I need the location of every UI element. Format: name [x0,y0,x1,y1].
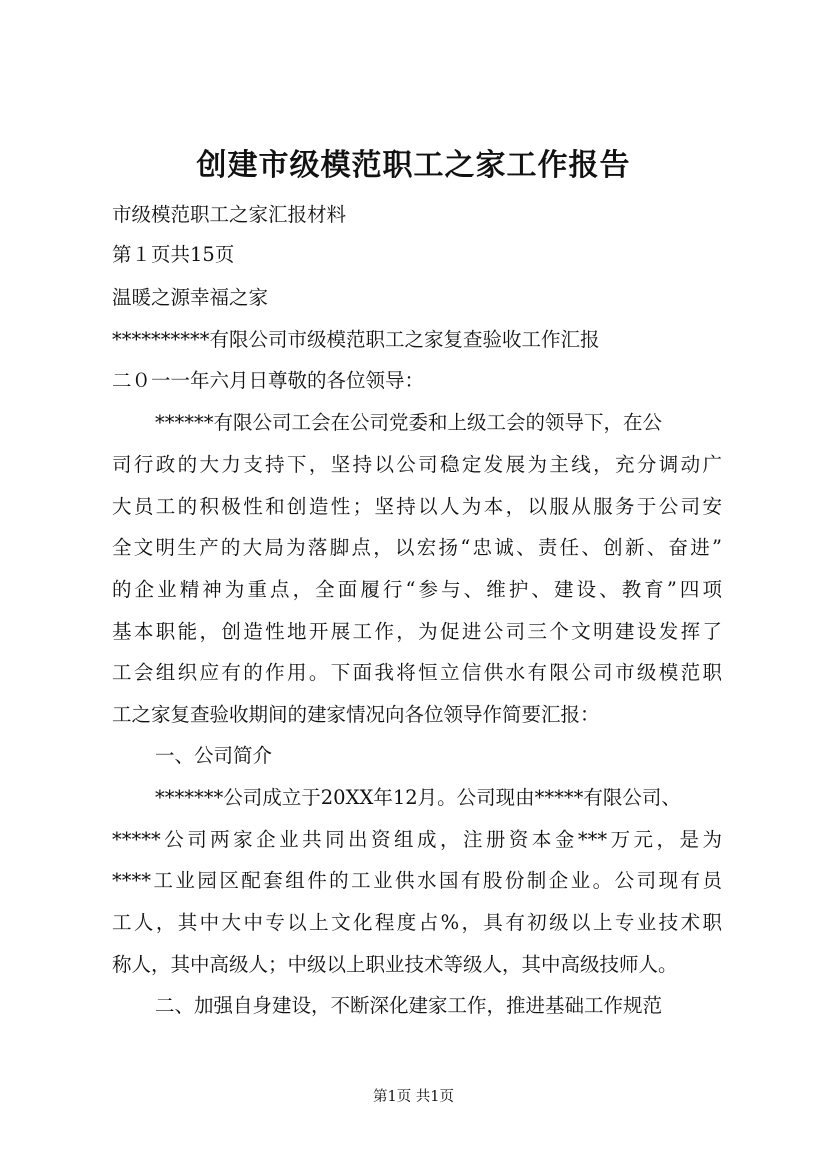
paragraph-line: ****工业园区配套组件的工业供水国有股份制企业。公司现有员 [112,869,722,892]
paragraph-line: 基本职能，创造性地开展工作，为促进公司三个文明建设发挥了 [112,620,722,643]
paragraph-line: 称人，其中高级人；中级以上职业技术等级人，其中高级技师人。 [112,953,678,976]
section-heading: 二、加强自身建设，不断深化建家工作，推进基础工作规范 [155,994,663,1017]
page-note: 第１页共15页 [112,243,235,266]
slogan: 温暖之源幸福之家 [112,286,269,309]
paragraph-line: 大员工的积极性和创造性；坚持以人为本，以服从服务于公司安 [112,495,722,518]
greeting: 二０一一年六月日尊敬的各位领导： [112,369,425,392]
paragraph-line: 司行政的大力支持下，坚持以公司稳定发展为主线，充分调动广 [112,453,722,476]
paragraph-line: ******有限公司工会在公司党委和上级工会的领导下，在公 [155,411,663,434]
paragraph-line: 的企业精神为重点，全面履行“参与、维护、建设、教育”四项 [112,578,722,601]
paragraph-line: 工人，其中大中专以上文化程度占%，具有初级以上专业技术职 [112,911,722,934]
report-heading: **********有限公司市级模范职工之家复查验收工作汇报 [112,328,600,351]
paragraph-line: 全文明生产的大局为落脚点，以宏扬“忠诚、责任、创新、奋进” [112,536,722,559]
page-footer: 第1页 共1页 [372,1089,455,1105]
document-title: 创建市级模范职工之家工作报告 [196,148,631,183]
paragraph-line: *****公司两家企业共同出资组成，注册资本金***万元，是为 [112,828,722,851]
section-heading: 一、公司简介 [155,744,273,767]
subtitle: 市级模范职工之家汇报材料 [112,203,347,226]
paragraph-line: *******公司成立于20XX年12月。公司现由*****有限公司、 [155,786,681,809]
paragraph-line: 工会组织应有的作用。下面我将恒立信供水有限公司市级模范职 [112,661,722,684]
paragraph-line: 工之家复查验收期间的建家情况向各位领导作简要汇报： [112,703,600,726]
